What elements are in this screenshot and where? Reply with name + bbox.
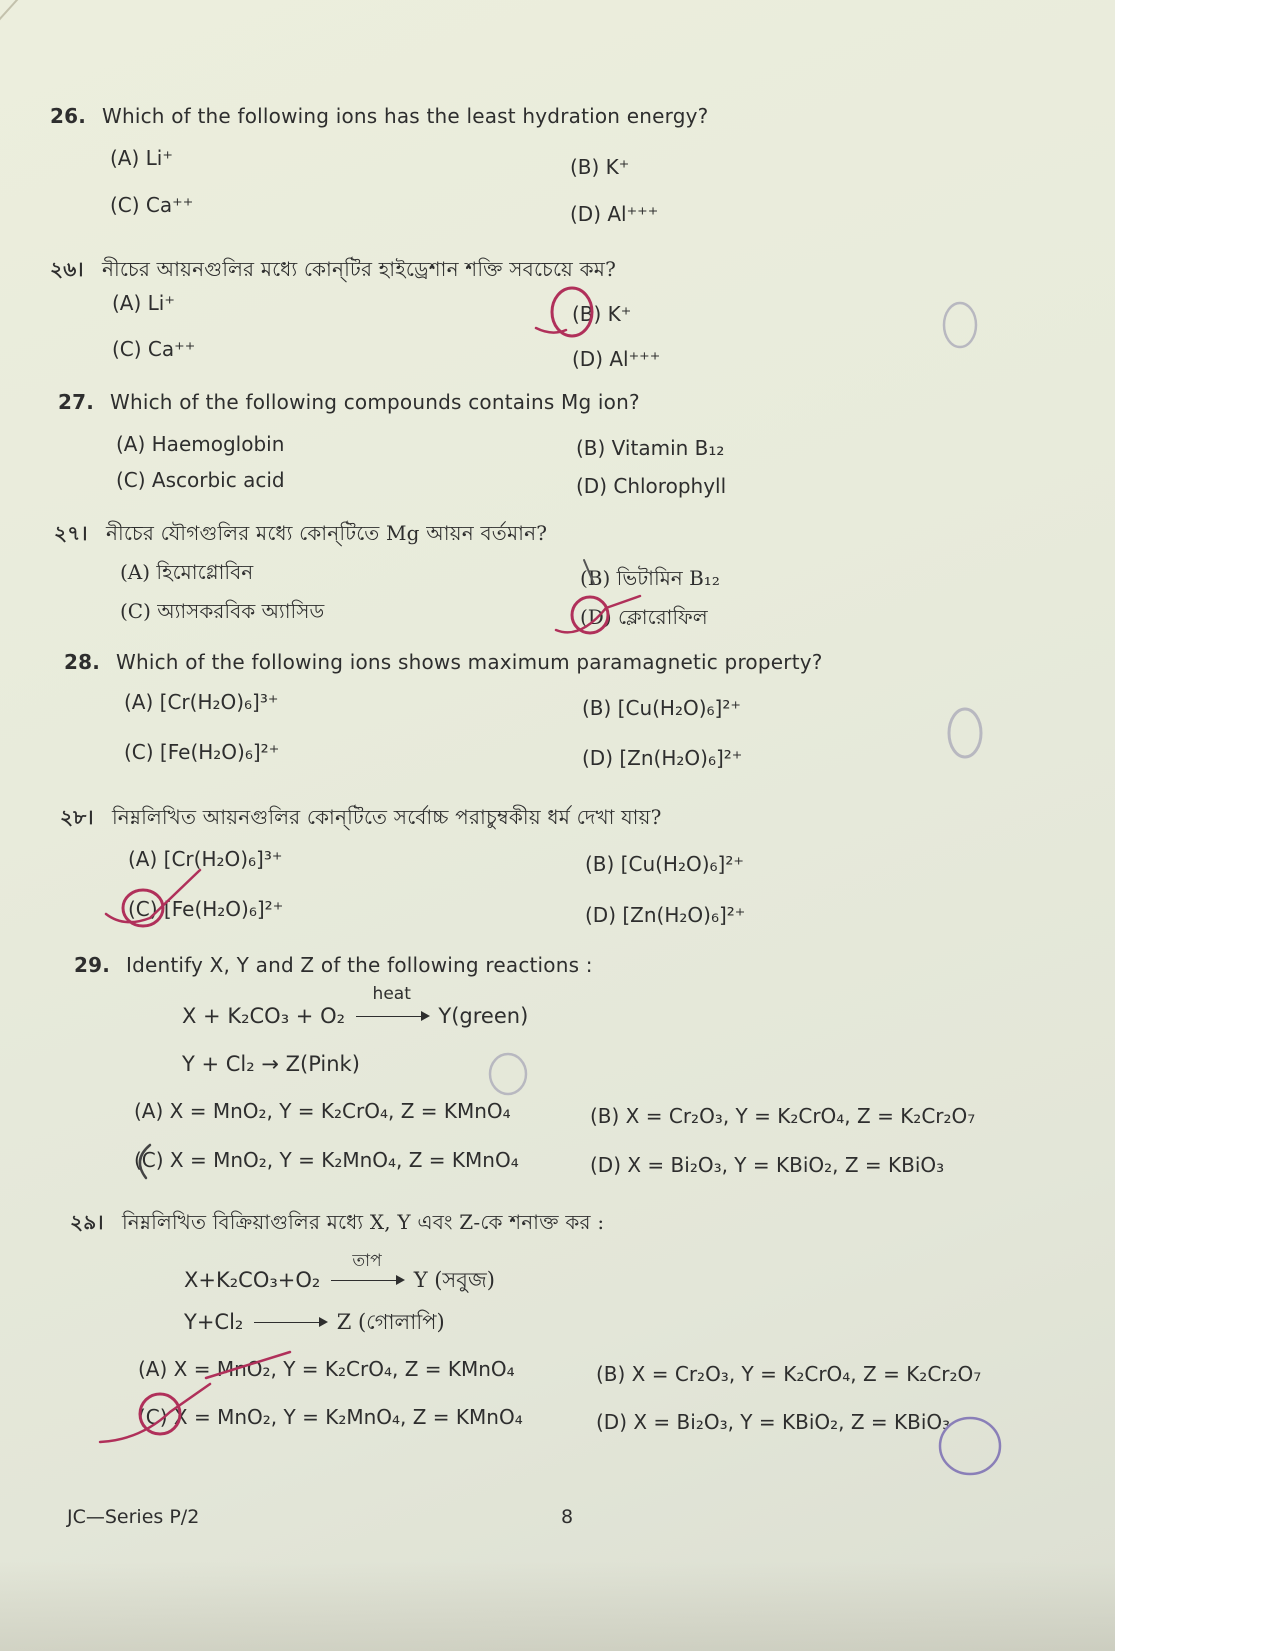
pen-tail-q26 [536, 328, 566, 333]
q27-bn-option-b: (B) ভিটামিন B₁₂ [580, 566, 720, 590]
pencil-circle-right-2 [949, 709, 981, 757]
reaction-product: Y (সবুজ) [413, 1268, 495, 1292]
q29-bn-option-b: (B) X = Cr₂O₃, Y = K₂CrO₄, Z = K₂Cr₂O₇ [596, 1362, 982, 1386]
question-28-en [64, 650, 823, 674]
question-26-en [50, 104, 708, 128]
page-fold-crease [0, 0, 88, 42]
q26-en-option-c: (C) Ca⁺⁺ [110, 193, 194, 217]
pencil-circle-right-1 [944, 303, 976, 347]
reaction-reactants: X + K₂CO₃ + O₂ [182, 1004, 346, 1028]
q27-bn-option-c: (C) অ্যাসকরবিক অ্যাসিড [120, 599, 325, 623]
q27-bn-option-a: (A) হিমোগ্লোবিন [120, 560, 254, 584]
question-26-bn [50, 255, 616, 288]
question-29-bn [70, 1208, 604, 1241]
q28-bn-option-c: (C) [Fe(H₂O)₆]²⁺ [128, 897, 284, 921]
question-number: ২৭। [54, 521, 88, 545]
arrow-line [331, 1280, 403, 1281]
q29-bn-option-c: (C) X = MnO₂, Y = K₂MnO₄, Z = KMnO₄ [138, 1405, 523, 1429]
question-27-bn [54, 519, 547, 552]
q29-en-option-c: (C) X = MnO₂, Y = K₂MnO₄, Z = KMnO₄ [134, 1148, 519, 1172]
question-text: Identify X, Y and Z of the following reactions : [126, 953, 593, 977]
question-27-en [58, 390, 640, 414]
q27-en-option-c: (C) Ascorbic acid [116, 468, 285, 492]
q28-en-option-d: (D) [Zn(H₂O)₆]²⁺ [582, 746, 743, 770]
q29-en-reaction-2: Y + Cl₂ → Z(Pink) [182, 1052, 360, 1076]
reaction-arrow [352, 984, 432, 1028]
q29-bn-reaction-2 [184, 1306, 445, 1341]
question-number: ২৬। [50, 257, 84, 281]
q27-en-option-a: (A) Haemoglobin [116, 432, 285, 456]
q27-bn-option-d: (D) ক্লোরোফিল [580, 605, 708, 629]
reaction-reactants: X+K₂CO₃+O₂ [184, 1268, 321, 1292]
q26-en-option-b: (B) K⁺ [570, 155, 630, 179]
pencil-circle-q29 [490, 1054, 526, 1094]
q28-bn-option-a: (A) [Cr(H₂O)₆]³⁺ [128, 847, 283, 871]
q28-en-option-b: (B) [Cu(H₂O)₆]²⁺ [582, 696, 741, 720]
question-number: ২৮। [60, 805, 94, 829]
q28-bn-option-b: (B) [Cu(H₂O)₆]²⁺ [585, 852, 744, 876]
q29-bn-option-a: (A) X = MnO₂, Y = K₂CrO₄, Z = KMnO₄ [138, 1357, 515, 1381]
question-text: নীচের যৌগগুলির মধ্যে কোন্‌টিতে Mg আয়ন বর্তমান? [106, 521, 548, 545]
q26-bn-option-a: (A) Li⁺ [112, 291, 175, 315]
q28-bn-option-d: (D) [Zn(H₂O)₆]²⁺ [585, 903, 746, 927]
q26-bn-option-c: (C) Ca⁺⁺ [112, 337, 196, 361]
question-text: Which of the following ions has the least hydration energy? [102, 104, 709, 128]
q29-en-reaction-1 [182, 984, 529, 1028]
arrow-line [356, 1016, 428, 1017]
q28-en-option-a: (A) [Cr(H₂O)₆]³⁺ [124, 690, 279, 714]
question-number: 26. [50, 104, 87, 128]
q27-en-option-b: (B) Vitamin B₁₂ [576, 436, 725, 460]
reaction-reactants: Y+Cl₂ [184, 1310, 244, 1334]
question-29-en [74, 953, 593, 977]
question-text: নিম্নলিখিত আয়নগুলির কোন্‌টিতে সর্বোচ্চ পরাচুম্বকীয় ধর্ম দেখা যায়? [112, 805, 662, 829]
reaction-product: Y(green) [438, 1004, 529, 1028]
q28-en-option-c: (C) [Fe(H₂O)₆]²⁺ [124, 740, 280, 764]
q29-en-option-d: (D) X = Bi₂O₃, Y = KBiO₂, Z = KBiO₃ [590, 1153, 945, 1177]
q26-en-option-a: (A) Li⁺ [110, 146, 173, 170]
reaction-arrow [250, 1310, 330, 1334]
question-text: Which of the following compounds contains Mg ion? [110, 390, 640, 414]
q29-bn-option-d: (D) X = Bi₂O₃, Y = KBiO₂, Z = KBiO₃ [596, 1410, 951, 1434]
q27-en-option-d: (D) Chlorophyll [576, 474, 727, 498]
question-text: নিম্নলিখিত বিক্রিয়াগুলির মধ্যে X, Y এবং Z-কে শনাক্ত কর : [122, 1210, 605, 1234]
reaction-product: Z (গোলাপি) [336, 1310, 445, 1334]
q26-bn-option-d: (D) Al⁺⁺⁺ [572, 347, 661, 371]
question-28-bn [60, 803, 662, 836]
q29-en-option-a: (A) X = MnO₂, Y = K₂CrO₄, Z = KMnO₄ [134, 1099, 511, 1123]
q26-bn-option-b: (B) K⁺ [572, 302, 632, 326]
q29-bn-reaction-1 [184, 1251, 495, 1299]
arrow-line [254, 1322, 326, 1323]
question-number: ২৯। [70, 1210, 104, 1234]
reaction-arrow [327, 1251, 407, 1292]
q26-en-option-d: (D) Al⁺⁺⁺ [570, 202, 659, 226]
question-number: 29. [74, 953, 111, 977]
q29-en-option-b: (B) X = Cr₂O₃, Y = K₂CrO₄, Z = K₂Cr₂O₇ [590, 1104, 976, 1128]
reaction-condition: heat [372, 984, 411, 1004]
question-number: 28. [64, 650, 101, 674]
question-text: Which of the following ions shows maximum paramagnetic property? [116, 650, 823, 674]
question-text: নীচের আয়নগুলির মধ্যে কোন্‌টির হাইড্রেশান শক্তি সবচেয়ে কম? [102, 257, 616, 281]
footer-page-number: 8 [561, 1506, 574, 1528]
question-number: 27. [58, 390, 95, 414]
reaction-condition: তাপ [352, 1251, 382, 1271]
footer-series-code: JC—Series P/2 [67, 1506, 200, 1528]
page-shadow [0, 1561, 1115, 1651]
